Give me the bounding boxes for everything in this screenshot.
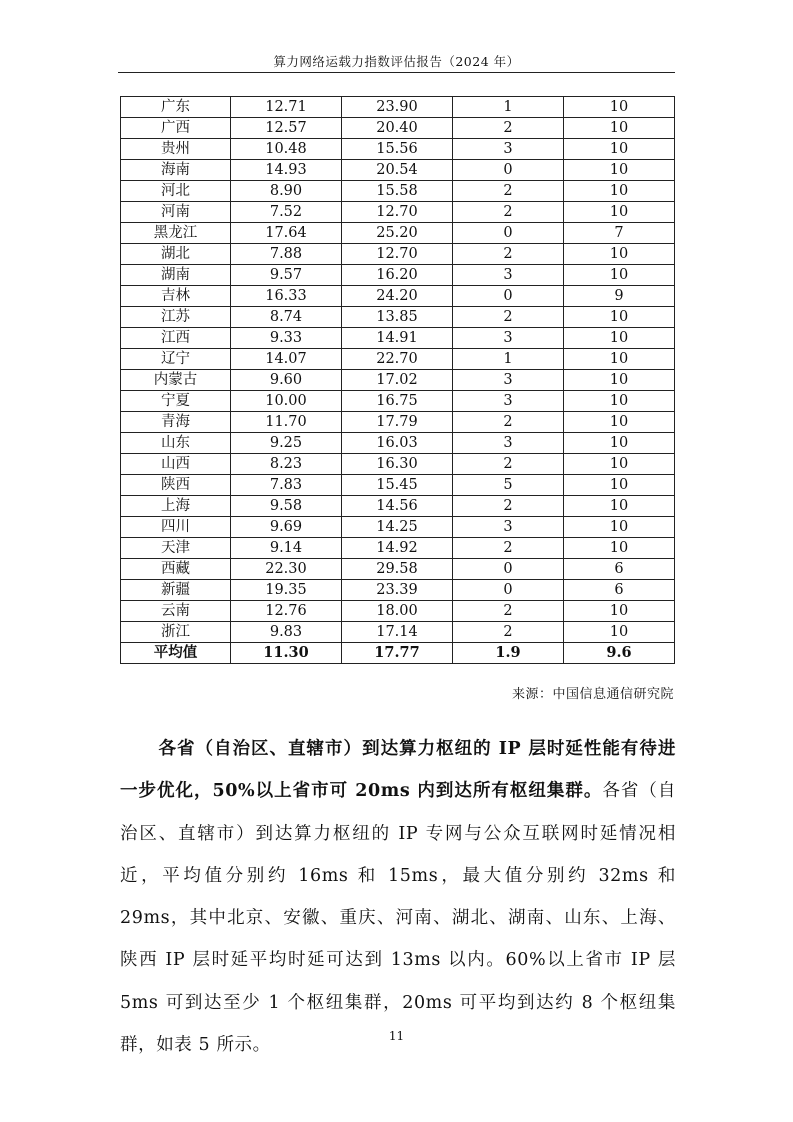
- header-rule: [118, 72, 675, 73]
- value-cell: 18.00: [342, 601, 453, 622]
- table-row: [121, 286, 675, 307]
- table-row: [121, 349, 675, 370]
- region-cell: 海南: [121, 160, 231, 181]
- table-row: [121, 223, 675, 244]
- table-body: [121, 97, 675, 664]
- page-number: 11: [388, 1029, 405, 1043]
- value-cell: 23.39: [342, 580, 453, 601]
- region-cell: 河南: [121, 202, 231, 223]
- value-cell: 20.54: [342, 160, 453, 181]
- value-cell: 17.14: [342, 622, 453, 643]
- value-cell: 10: [564, 244, 675, 265]
- value-cell: 9.58: [231, 496, 342, 517]
- value-cell: 12.70: [342, 202, 453, 223]
- value-cell: 11.30: [231, 643, 342, 664]
- value-cell: 1.9: [453, 643, 564, 664]
- value-cell: 9.60: [231, 370, 342, 391]
- value-cell: 29.58: [342, 559, 453, 580]
- table-row: [121, 160, 675, 181]
- region-cell: 湖南: [121, 265, 231, 286]
- value-cell: 10: [564, 454, 675, 475]
- value-cell: 10: [564, 496, 675, 517]
- table-row: [121, 475, 675, 496]
- table-row: [121, 265, 675, 286]
- table-row: [121, 622, 675, 643]
- value-cell: 16.03: [342, 433, 453, 454]
- body-paragraph: [120, 728, 676, 1066]
- value-cell: 8.90: [231, 181, 342, 202]
- value-cell: 10: [564, 139, 675, 160]
- table-row: [121, 433, 675, 454]
- value-cell: 9.25: [231, 433, 342, 454]
- value-cell: 2: [453, 454, 564, 475]
- value-cell: 10: [564, 97, 675, 118]
- region-cell: 平均值: [121, 643, 231, 664]
- value-cell: 0: [453, 559, 564, 580]
- value-cell: 19.35: [231, 580, 342, 601]
- value-cell: 16.30: [342, 454, 453, 475]
- value-cell: 10: [564, 307, 675, 328]
- value-cell: 12.71: [231, 97, 342, 118]
- value-cell: 3: [453, 391, 564, 412]
- region-cell: 江苏: [121, 307, 231, 328]
- value-cell: 3: [453, 265, 564, 286]
- region-cell: 山东: [121, 433, 231, 454]
- table-row: [121, 370, 675, 391]
- value-cell: 17.64: [231, 223, 342, 244]
- value-cell: 9.14: [231, 538, 342, 559]
- value-cell: 8.74: [231, 307, 342, 328]
- value-cell: 10.00: [231, 391, 342, 412]
- value-cell: 2: [453, 244, 564, 265]
- value-cell: 7.83: [231, 475, 342, 496]
- value-cell: 2: [453, 307, 564, 328]
- value-cell: 14.92: [342, 538, 453, 559]
- region-cell: 河北: [121, 181, 231, 202]
- value-cell: 2: [453, 496, 564, 517]
- region-cell: 广西: [121, 118, 231, 139]
- value-cell: 2: [453, 622, 564, 643]
- value-cell: 23.90: [342, 97, 453, 118]
- table-row: [121, 454, 675, 475]
- value-cell: 7: [564, 223, 675, 244]
- region-cell: 陕西: [121, 475, 231, 496]
- value-cell: 10: [564, 181, 675, 202]
- value-cell: 10: [564, 622, 675, 643]
- value-cell: 11.70: [231, 412, 342, 433]
- value-cell: 10: [564, 601, 675, 622]
- table-row: [121, 496, 675, 517]
- table-row: [121, 391, 675, 412]
- table-row: [121, 139, 675, 160]
- region-cell: 江西: [121, 328, 231, 349]
- table-row: [121, 559, 675, 580]
- value-cell: 14.91: [342, 328, 453, 349]
- value-cell: 17.02: [342, 370, 453, 391]
- table-row: [121, 244, 675, 265]
- value-cell: 10: [564, 328, 675, 349]
- value-cell: 2: [453, 202, 564, 223]
- value-cell: 17.77: [342, 643, 453, 664]
- value-cell: 9.6: [564, 643, 675, 664]
- table-row: [121, 181, 675, 202]
- value-cell: 10: [564, 370, 675, 391]
- table-row: [121, 538, 675, 559]
- value-cell: 7.52: [231, 202, 342, 223]
- table-row: [121, 517, 675, 538]
- region-cell: 内蒙古: [121, 370, 231, 391]
- value-cell: 10: [564, 391, 675, 412]
- value-cell: 0: [453, 223, 564, 244]
- value-cell: 15.56: [342, 139, 453, 160]
- value-cell: 0: [453, 580, 564, 601]
- value-cell: 17.79: [342, 412, 453, 433]
- region-cell: 新疆: [121, 580, 231, 601]
- table-row: [121, 118, 675, 139]
- value-cell: 1: [453, 97, 564, 118]
- value-cell: 24.20: [342, 286, 453, 307]
- value-cell: 10: [564, 160, 675, 181]
- value-cell: 12.70: [342, 244, 453, 265]
- value-cell: 3: [453, 139, 564, 160]
- region-cell: 青海: [121, 412, 231, 433]
- value-cell: 14.56: [342, 496, 453, 517]
- table-row: [121, 601, 675, 622]
- value-cell: 14.07: [231, 349, 342, 370]
- region-cell: 贵州: [121, 139, 231, 160]
- value-cell: 9.69: [231, 517, 342, 538]
- value-cell: 10: [564, 412, 675, 433]
- value-cell: 3: [453, 433, 564, 454]
- value-cell: 16.20: [342, 265, 453, 286]
- value-cell: 0: [453, 286, 564, 307]
- paragraph-text: 各省（自治区、直辖市）到达算力枢纽的 IP 专网与公众互联网时延情况相近，平均值分别约 16ms 和 15ms，最大值分别约 32ms 和 29ms，其中北京、安徽、重庆、河南、湖北、湖南、山东、上海、陕西 IP 层时延平均时延可达到 13ms 以内。60%以上省市 IP 层 5ms 可到达至少 1 个枢纽集群，20ms 可平均到达约 8 个枢纽集群，如表 5 所示。: [120, 781, 676, 1056]
- region-cell: 黑龙江: [121, 223, 231, 244]
- value-cell: 9.33: [231, 328, 342, 349]
- value-cell: 2: [453, 181, 564, 202]
- value-cell: 2: [453, 412, 564, 433]
- value-cell: 25.20: [342, 223, 453, 244]
- region-cell: 湖北: [121, 244, 231, 265]
- value-cell: 12.76: [231, 601, 342, 622]
- value-cell: 2: [453, 538, 564, 559]
- value-cell: 9: [564, 286, 675, 307]
- region-cell: 西藏: [121, 559, 231, 580]
- region-cell: 吉林: [121, 286, 231, 307]
- value-cell: 15.58: [342, 181, 453, 202]
- value-cell: 9.83: [231, 622, 342, 643]
- table-row: [121, 307, 675, 328]
- value-cell: 12.57: [231, 118, 342, 139]
- paragraph-lead: 各省（自治区、直辖市）到达算力枢纽的 IP 层时延性能有待进一步优化，50%以上省市可 20ms 内到达所有枢纽集群。: [120, 739, 676, 802]
- region-cell: 浙江: [121, 622, 231, 643]
- value-cell: 10: [564, 265, 675, 286]
- table-row: [121, 97, 675, 118]
- value-cell: 6: [564, 580, 675, 601]
- value-cell: 2: [453, 118, 564, 139]
- value-cell: 1: [453, 349, 564, 370]
- value-cell: 5: [453, 475, 564, 496]
- region-cell: 辽宁: [121, 349, 231, 370]
- value-cell: 10.48: [231, 139, 342, 160]
- region-cell: 云南: [121, 601, 231, 622]
- region-cell: 山西: [121, 454, 231, 475]
- value-cell: 10: [564, 475, 675, 496]
- value-cell: 7.88: [231, 244, 342, 265]
- table-row: [121, 580, 675, 601]
- value-cell: 0: [453, 160, 564, 181]
- value-cell: 20.40: [342, 118, 453, 139]
- region-cell: 广东: [121, 97, 231, 118]
- value-cell: 10: [564, 433, 675, 454]
- value-cell: 13.85: [342, 307, 453, 328]
- value-cell: 10: [564, 118, 675, 139]
- value-cell: 8.23: [231, 454, 342, 475]
- value-cell: 10: [564, 349, 675, 370]
- value-cell: 22.70: [342, 349, 453, 370]
- value-cell: 3: [453, 328, 564, 349]
- latency-table: [120, 96, 675, 664]
- table-row: [121, 328, 675, 349]
- value-cell: 22.30: [231, 559, 342, 580]
- table-row: [121, 412, 675, 433]
- value-cell: 10: [564, 538, 675, 559]
- region-cell: 宁夏: [121, 391, 231, 412]
- region-cell: 四川: [121, 517, 231, 538]
- region-cell: 上海: [121, 496, 231, 517]
- value-cell: 16.75: [342, 391, 453, 412]
- value-cell: 16.33: [231, 286, 342, 307]
- running-header: 算力网络运载力指数评估报告（2024 年）: [273, 54, 520, 69]
- table-row: [121, 202, 675, 223]
- value-cell: 3: [453, 370, 564, 391]
- value-cell: 2: [453, 601, 564, 622]
- region-cell: 天津: [121, 538, 231, 559]
- value-cell: 6: [564, 559, 675, 580]
- value-cell: 10: [564, 517, 675, 538]
- table-source: 来源：中国信息通信研究院: [511, 687, 674, 702]
- value-cell: 10: [564, 202, 675, 223]
- value-cell: 15.45: [342, 475, 453, 496]
- value-cell: 14.25: [342, 517, 453, 538]
- value-cell: 3: [453, 517, 564, 538]
- value-cell: 9.57: [231, 265, 342, 286]
- value-cell: 14.93: [231, 160, 342, 181]
- table-row-average: [121, 643, 675, 664]
